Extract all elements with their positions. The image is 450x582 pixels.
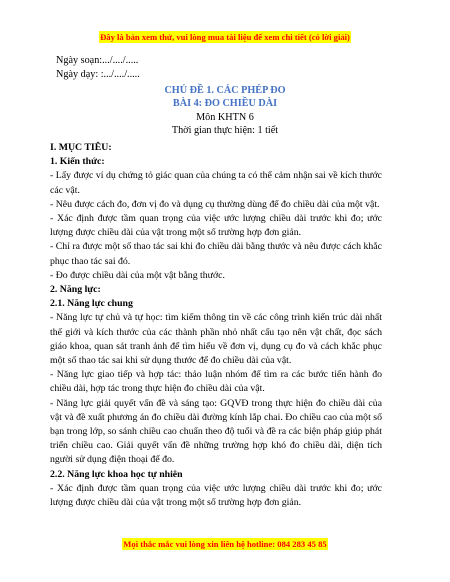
paragraph: - Nêu được cách đo, đơn vị đo và dụng cụ thường dùng để đo chiều dài của một vật. bbox=[50, 198, 380, 210]
preview-notice-text: Đây là bản xem thử, vui lòng mua tài liệu để xem chi tiết (có lời giải) bbox=[100, 32, 350, 42]
section-heading: 1. Kiến thức: bbox=[50, 156, 105, 168]
topic-heading: CHỦ ĐỀ 1. CÁC PHÉP ĐO bbox=[164, 85, 286, 96]
paragraph: - Năng lực tự chủ và tự học: tìm kiếm thông tin về các công trình kiến trúc dài nhất thế giới và kích thước của các thành phần nhỏ nhất cấu tạo nên vật chất, đọc sách giáo khoa, quan sát tranh ảnh để tìm hiểu về đơn vị, dụng cụ đo và cách khắc phục một số thao tác sai khi sử dụng thước để đo chiều dài của vật. bbox=[50, 312, 382, 367]
date-prepared: Ngày soạn:.../..../..... bbox=[56, 55, 139, 66]
section-heading: 2. Năng lực: bbox=[50, 284, 101, 296]
section-heading: 2.1. Năng lực chung bbox=[50, 298, 133, 310]
section-heading: 2.2. Năng lực khoa học tự nhiên bbox=[50, 468, 183, 480]
paragraph: - Năng lực giao tiếp và hợp tác: thảo luận nhóm để tìm ra các bước tiến hành đo chiều dài, hợp tác trong thực hiện đo chiều dài của vật. bbox=[50, 369, 382, 395]
section-heading: I. MỤC TIÊU: bbox=[50, 142, 112, 153]
paragraph: - Xác định được tầm quan trọng của việc ước lượng chiều dài trước khi đo; ước lượng được chiều dài của vật trong một số trường hợp đơn giản. bbox=[50, 482, 382, 509]
paragraph: - Năng lực giải quyết vấn đề và sáng tạo: GQVĐ trong thực hiện đo chiều dài của vật và đề xuất phương án đo chiều dài đường kính lắp chai. Đo chiều cao của một số bạn trong lớp, so sánh chiều cao chuẩn theo độ tuổi và đề ra các biện pháp giúp phát triển chiều cao. Giải quyết vấn đề những trường hợp khó đo chiều dài, diện tích người sử dụng điện thoại để đo. bbox=[50, 397, 382, 466]
lesson-heading: BÀI 4: ĐO CHIỀU DÀI bbox=[172, 98, 278, 109]
hotline-banner bbox=[0, 534, 450, 552]
paragraph: - Chỉ ra được một số thao tác sai khi đo chiều dài bằng thước và nêu được cách khắc phục thao tác sai đó. bbox=[50, 241, 382, 267]
paragraph: - Đo được chiều dài của một vật bằng thước. bbox=[50, 269, 225, 281]
paragraph: - Lấy được ví dụ chứng tỏ giác quan của chúng ta có thể cảm nhận sai về kích thước các vật. bbox=[50, 170, 382, 196]
duration-label: Thời gian thực hiện: 1 tiết bbox=[171, 125, 279, 136]
date-taught: Ngày dạy: :.../..../..... bbox=[56, 69, 140, 80]
hotline-text: Mọi thắc mắc vui lòng xin liên hệ hotline: 084 283 45 85 bbox=[123, 539, 327, 549]
preview-notice-banner bbox=[0, 27, 450, 45]
paragraph: - Xác định được tầm quan trọng của việc ước lượng chiều dài trước khi đo; ước lượng được chiều dài của vật trong một số trường hợp đơn giản. bbox=[50, 213, 382, 239]
subject-label: Môn KHTN 6 bbox=[196, 112, 254, 123]
lesson-content bbox=[50, 141, 382, 510]
